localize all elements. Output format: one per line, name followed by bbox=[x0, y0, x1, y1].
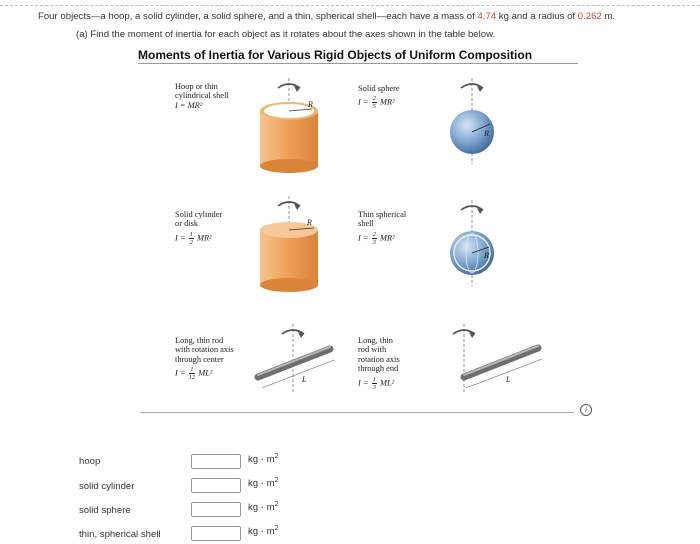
shell-formula: I = $\frac{2}{3}$ MR² bbox=[358, 230, 395, 246]
solid-cylinder-unit: kg · $m^2$ bbox=[248, 477, 279, 490]
solid-sphere-unit: kg · $m^2$ bbox=[248, 501, 279, 514]
table-title: Moments of Inertia for Various Rigid Objects of Uniform Composition bbox=[138, 48, 533, 62]
table-bottom-rule bbox=[140, 412, 574, 413]
solid-sphere-answer-input[interactable] bbox=[191, 502, 241, 517]
rod-end-line3: rotation axis bbox=[358, 354, 400, 364]
hoop-caption bbox=[175, 82, 229, 110]
rod-end-line1: Long, thin bbox=[358, 336, 393, 345]
cylinder-radius-label: R bbox=[307, 218, 312, 227]
rod-center-line3: through center bbox=[175, 354, 224, 364]
rod-center-length-label: L bbox=[302, 375, 307, 384]
rod-end-formula: I = $\frac{1}{3}$ ML² bbox=[358, 375, 395, 391]
rod-end-length-label: L bbox=[506, 375, 511, 384]
hoop-formula: I = MR² bbox=[175, 100, 203, 110]
problem-intro: Four objects—a hoop, a solid cylinder, a solid sphere, and a thin, spherical shell—each have a mass of bbox=[38, 11, 475, 22]
hoop-unit: kg · $m^2$ bbox=[248, 453, 279, 466]
rod-center-line2: with rotation axis bbox=[175, 345, 234, 355]
shell-caption bbox=[358, 210, 406, 246]
solid-cylinder-figure bbox=[250, 194, 330, 294]
hoop-answer-input[interactable] bbox=[191, 454, 241, 469]
sphere-caption-line1: Solid sphere bbox=[358, 84, 400, 93]
rod-center-line1: Long, thin rod bbox=[175, 336, 224, 345]
hoop-caption-line2: cylindrical shell bbox=[175, 91, 229, 101]
sphere-formula: I = $\frac{2}{5}$ MR² bbox=[358, 95, 395, 111]
radius-value: 0.262 bbox=[577, 11, 602, 22]
hoop-caption-line1: Hoop or thin bbox=[175, 82, 218, 91]
cylinder-caption-line2: or disk bbox=[175, 219, 199, 229]
problem-statement bbox=[38, 11, 615, 22]
rod-end-line2: rod with bbox=[358, 345, 387, 355]
cylinder-caption-line1: Solid cylinder bbox=[175, 210, 223, 219]
rod-end-line4: through end bbox=[358, 364, 399, 374]
hoop-radius-label: R bbox=[308, 100, 313, 109]
thin-shell-figure bbox=[440, 198, 504, 288]
shell-radius-label: R bbox=[484, 251, 489, 260]
part-a-question: (a) Find the moment of inertia for each object as it rotates about the axes shown in the table below. bbox=[76, 29, 496, 40]
row-label-solid-sphere: solid sphere bbox=[79, 505, 131, 516]
thin-shell-unit: kg · $m^2$ bbox=[248, 525, 279, 538]
shell-caption-line1: Thin spherical bbox=[358, 210, 407, 219]
solid-cylinder-answer-input[interactable] bbox=[191, 478, 241, 493]
cylinder-formula: I = $\frac{1}{2}$ MR² bbox=[175, 230, 212, 246]
table-title-rule bbox=[138, 63, 578, 64]
sphere-radius-label: R bbox=[484, 129, 489, 138]
row-label-hoop: hoop bbox=[79, 456, 101, 467]
rod-center-caption bbox=[175, 336, 234, 381]
radius-unit: m. bbox=[604, 11, 616, 22]
hoop-figure bbox=[250, 76, 330, 174]
info-icon[interactable]: i bbox=[580, 404, 592, 416]
mass-unit: kg and a radius of bbox=[498, 11, 576, 22]
rod-end-figure bbox=[446, 322, 546, 398]
cylinder-caption bbox=[175, 210, 222, 246]
shell-caption-line2: shell bbox=[358, 219, 374, 229]
sphere-caption bbox=[358, 84, 400, 110]
row-label-solid-cylinder: solid cylinder bbox=[79, 481, 135, 492]
solid-sphere-figure bbox=[440, 76, 504, 166]
top-divider bbox=[0, 5, 700, 6]
rod-center-formula: I = $\frac{1}{12}$ ML² bbox=[175, 366, 213, 382]
thin-shell-answer-input[interactable] bbox=[191, 526, 241, 541]
mass-value: 4.74 bbox=[477, 11, 497, 22]
row-label-thin-shell: thin, spherical shell bbox=[79, 529, 161, 540]
rod-center-figure bbox=[250, 322, 336, 398]
rod-end-caption bbox=[358, 336, 400, 391]
